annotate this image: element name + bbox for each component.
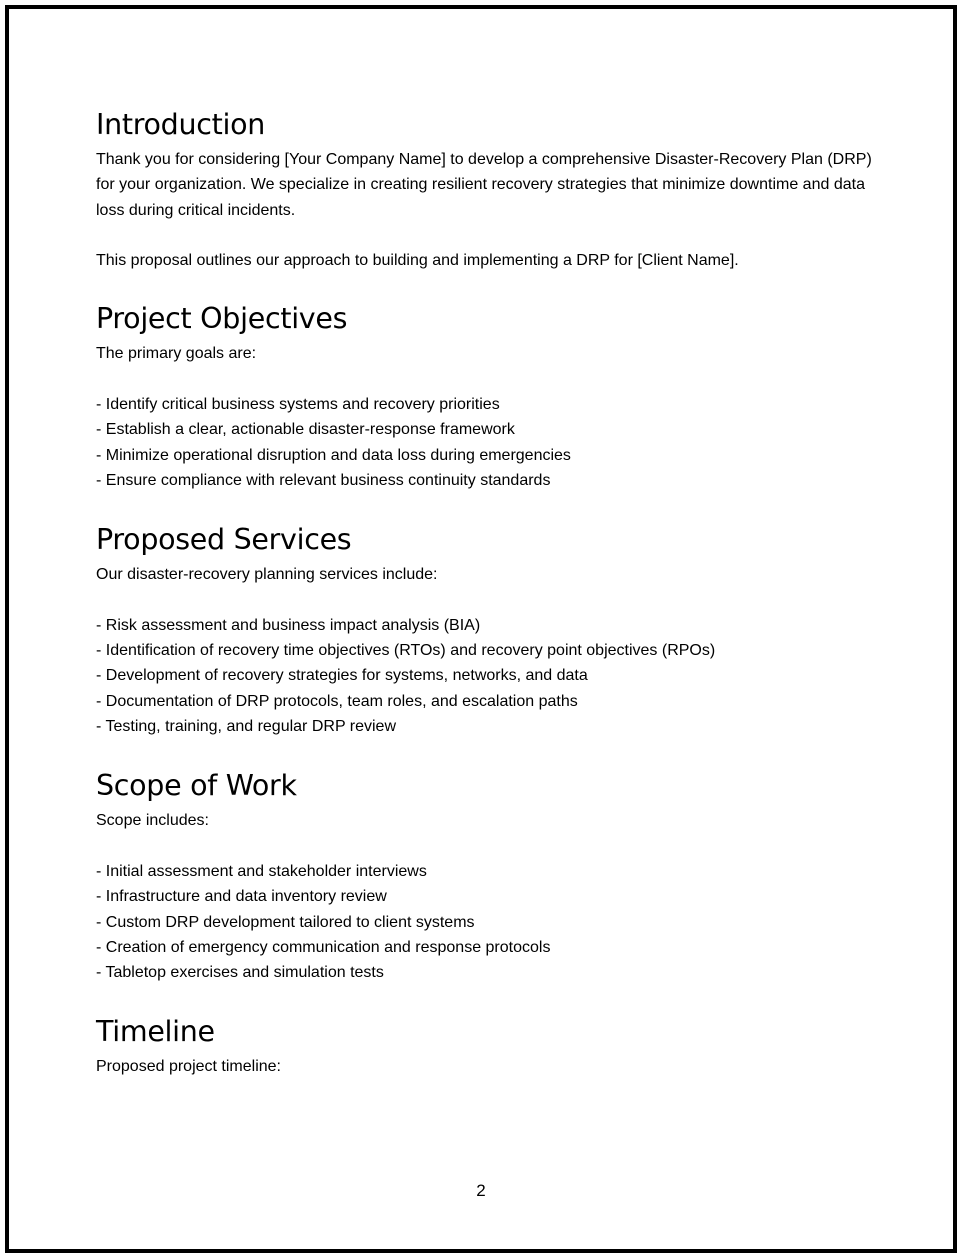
list-item: - Identification of recovery time objectives (RTOs) and recovery point objectives (RPOs) <box>96 642 716 660</box>
introduction-paragraph-2: This proposal outlines our approach to building and implementing a DRP for [Client Name]. <box>96 252 739 270</box>
list-item: - Documentation of DRP protocols, team roles, and escalation paths <box>96 692 578 710</box>
list-item: - Initial assessment and stakeholder interviews <box>96 862 427 880</box>
list-item: - Custom DRP development tailored to client systems <box>96 913 475 931</box>
section-introduction <box>96 103 876 273</box>
section-objectives <box>96 297 876 493</box>
section-scope <box>96 764 876 985</box>
section-heading-services: Proposed Services <box>96 523 352 557</box>
list-item: - Development of recovery strategies for systems, networks, and data <box>96 667 588 685</box>
section-services <box>96 518 876 739</box>
list-item: - Testing, training, and regular DRP review <box>96 718 396 736</box>
scope-intro: Scope includes: <box>96 812 209 830</box>
page-content <box>96 103 876 1080</box>
list-item: - Tabletop exercises and simulation tests <box>96 964 384 982</box>
list-item: - Creation of emergency communication and response protocols <box>96 938 551 956</box>
section-heading-scope: Scope of Work <box>96 769 297 803</box>
document-page <box>5 5 957 1253</box>
timeline-intro: Proposed project timeline: <box>96 1058 281 1076</box>
objectives-list <box>96 392 876 493</box>
section-heading-timeline: Timeline <box>96 1015 215 1049</box>
page-number: 2 <box>476 1181 486 1200</box>
list-item: - Risk assessment and business impact analysis (BIA) <box>96 616 481 634</box>
list-item: - Establish a clear, actionable disaster-response framework <box>96 421 515 439</box>
list-item: - Infrastructure and data inventory review <box>96 888 387 906</box>
services-intro: Our disaster-recovery planning services include: <box>96 566 438 584</box>
objectives-intro: The primary goals are: <box>96 345 257 363</box>
section-heading-objectives: Project Objectives <box>96 302 348 336</box>
section-heading-introduction: Introduction <box>96 108 265 141</box>
introduction-paragraph-1: Thank you for considering [Your Company Name] to develop a comprehensive Disaster-Recovery Plan (DRP) for your organization. We specialize in creating resilient recovery strategies that minimize downtime and data loss during critical incidents. <box>96 151 872 219</box>
list-item: - Minimize operational disruption and data loss during emergencies <box>96 446 571 464</box>
section-timeline <box>96 1010 876 1079</box>
services-list <box>96 613 876 739</box>
scope-list <box>96 859 876 985</box>
list-item: - Ensure compliance with relevant business continuity standards <box>96 471 551 489</box>
list-item: - Identify critical business systems and recovery priorities <box>96 396 500 414</box>
